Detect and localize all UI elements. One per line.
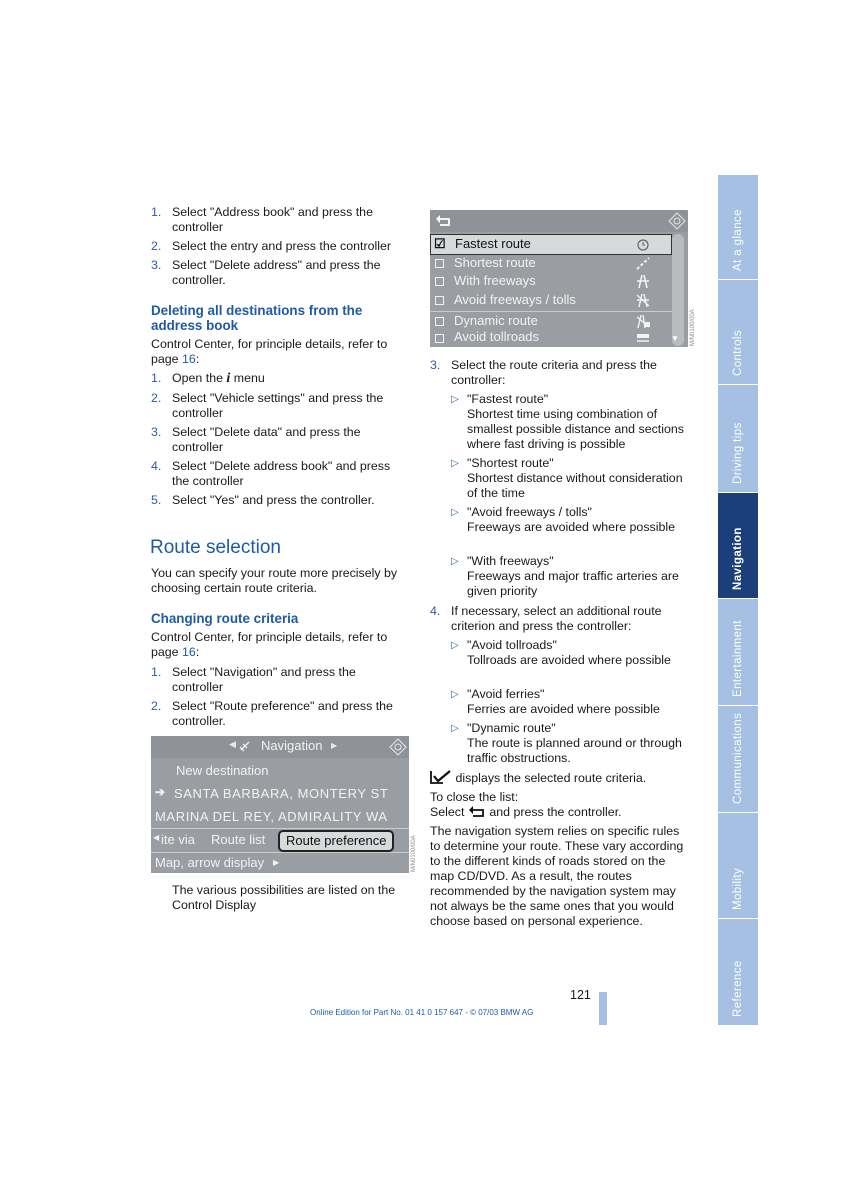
section-intro: You can specify your route more precisely by choosing certain route criteria. [151, 566, 398, 595]
route-criteria-screen [430, 210, 688, 347]
option-label: Dynamic route [454, 313, 538, 328]
navigation-header [151, 736, 409, 758]
figure-id: M/N0100/00A [411, 835, 417, 872]
route-option-fastest[interactable] [430, 234, 672, 255]
sidebar-tab-entertainment[interactable] [718, 599, 758, 706]
option-title: "Avoid freeways / tolls" [467, 505, 592, 519]
sidebar-tab-at-a-glance[interactable] [718, 175, 758, 280]
checkbox[interactable] [435, 317, 444, 326]
step-number: 4. [430, 604, 441, 618]
navigation-screen [151, 736, 409, 873]
option-description: Freeways and major traffic arteries are given priority [467, 569, 679, 598]
reference-text: Control Center, for principle details, refer to page [151, 337, 388, 366]
bullet-triangle-icon: ▷ [451, 723, 459, 734]
sidebar-tab-mobility[interactable] [718, 813, 758, 919]
sidebar-tab-communications[interactable] [718, 706, 758, 813]
option-title: "Shortest route" [467, 456, 554, 470]
tab-route-preference[interactable]: Route preference [278, 830, 394, 852]
close-text-post: and press the controller. [485, 805, 622, 819]
scroll-down-icon: ▼ [671, 334, 679, 343]
tab-label: Navigation [732, 527, 744, 590]
step-number: 3. [151, 258, 162, 272]
option-title: "Dynamic route" [467, 721, 556, 735]
colon: : [195, 352, 200, 366]
arrow-right-icon: ▶ [331, 741, 338, 750]
traffic-icon [635, 314, 651, 329]
step-text-pre: Open the [172, 371, 227, 385]
step-text [172, 371, 265, 386]
step-number: 2. [151, 239, 162, 253]
bullet-triangle-icon: ▷ [451, 556, 459, 567]
navigation-title: Navigation [261, 738, 323, 753]
step-number: 3. [430, 358, 441, 372]
step-text: Select "Vehicle settings" and press the controller [172, 391, 384, 420]
step-text-post: menu [230, 371, 265, 385]
tab-enter-via[interactable]: ite via [161, 832, 195, 847]
step-text: Select "Route preference" and press the controller. [172, 699, 393, 728]
option-description: Shortest time using combination of smallest possible distance and sections where fast driving is possible [467, 407, 684, 451]
step-number: 1. [151, 371, 162, 385]
step-number: 3. [151, 425, 162, 439]
checkmark-box-icon [430, 770, 452, 784]
tab-route-list[interactable]: Route list [211, 832, 266, 847]
tab-label: At a glance [732, 209, 744, 271]
after-screen-text: The various possibilities are listed on the Control Display [172, 883, 396, 912]
option-label: With freeways [454, 273, 536, 288]
sidebar-tab-reference[interactable] [718, 919, 758, 1026]
step-number: 1. [151, 205, 162, 219]
row-label: Map, arrow display [155, 855, 265, 870]
checkbox[interactable] [435, 259, 444, 268]
route-arrow-icon: ➔ [155, 785, 166, 799]
controller-icon [668, 212, 686, 230]
step-text: Select "Yes" and press the controller. [172, 493, 375, 507]
figure-id: M/N0100/00A [690, 309, 696, 346]
tab-label: Mobility [732, 867, 744, 910]
tab-label: Reference [732, 960, 744, 1017]
option-label: Avoid freeways / tolls [454, 292, 576, 307]
route-screen-header [430, 210, 688, 232]
no-freeway-icon [635, 293, 651, 308]
routing-rules-paragraph: The navigation system relies on specific rules to determine your route. These vary according to the different kinds of roads stored on the map CD/DVD. As a result, the routes recommended by the navigation system may not always be the same ones that you would choose based on personal experience. [430, 824, 684, 928]
option-description: Tollroads are avoided where possible [467, 653, 671, 667]
freeway-icon [635, 274, 651, 289]
tab-label: Driving tips [732, 422, 744, 484]
sidebar-tab-driving-tips[interactable] [718, 385, 758, 493]
checkbox[interactable] [435, 334, 444, 343]
tabs-row [151, 829, 409, 851]
page-link[interactable]: 16 [182, 352, 196, 366]
bullet-triangle-icon: ▷ [451, 689, 459, 700]
tab-label: Entertainment [732, 620, 744, 697]
tab-left-icon: ◀ [153, 833, 160, 842]
bullet-triangle-icon: ▷ [451, 507, 459, 518]
option-title: "Avoid ferries" [467, 687, 545, 701]
page-marker [599, 992, 607, 1025]
diagonal-road-icon [635, 256, 651, 271]
route-option-shortest[interactable] [430, 254, 672, 273]
option-description: Ferries are avoided where possible [467, 702, 660, 716]
destination-row-santa-barbara[interactable] [151, 783, 409, 805]
step-number: 2. [151, 699, 162, 713]
section-title-route-selection: Route selection [150, 537, 281, 558]
back-icon [468, 805, 486, 818]
toll-icon [635, 331, 651, 345]
displays-text: displays the selected route criteria. [452, 771, 647, 785]
option-label: Avoid tollroads [454, 329, 540, 344]
row-label: MARINA DEL REY, ADMIRALITY WA [155, 809, 388, 824]
control-center-reference-2 [151, 630, 411, 660]
step-text: Select "Address book" and press the controller [172, 205, 373, 234]
arrow-left-icon: ◀ [229, 739, 236, 749]
step-text: Select "Delete address" and press the controller. [172, 258, 381, 287]
close-list-instruction [430, 805, 690, 820]
bullet-triangle-icon: ▷ [451, 394, 459, 405]
control-center-reference [151, 337, 411, 367]
step-text: Select "Navigation" and press the controller [172, 665, 356, 694]
route-option-avoid-freeways-tolls[interactable] [430, 291, 672, 310]
satellite-icon [239, 740, 251, 752]
step-text: Select "Delete data" and press the controller [172, 425, 361, 454]
step-text: If necessary, select an additional route criterion and press the controller: [451, 604, 662, 633]
scrollbar[interactable] [672, 234, 684, 346]
sidebar-tab-controls[interactable] [718, 280, 758, 385]
step-text: Select the route criteria and press the controller: [451, 358, 657, 387]
option-description: Freeways are avoided where possible [467, 520, 675, 534]
step-number: 4. [151, 459, 162, 473]
option-title: "Avoid tollroads" [467, 638, 557, 652]
info-icon: i [226, 371, 231, 386]
back-icon[interactable] [435, 214, 453, 227]
row-label: SANTA BARBARA, MONTERY ST [174, 786, 389, 801]
heading-changing-route-criteria: Changing route criteria [151, 611, 299, 626]
edition-footer: Online Edition for Part No. 01 41 0 157 647 - © 07/03 BMW AG [310, 1008, 534, 1017]
step-number: 2. [151, 391, 162, 405]
option-description: Shortest distance without consideration of the time [467, 471, 683, 500]
clock-icon [636, 238, 650, 251]
page-link[interactable]: 16 [182, 645, 196, 659]
bullet-triangle-icon: ▷ [451, 458, 459, 469]
option-description: The route is planned around or through traffic obstructions. [467, 736, 682, 765]
option-title: "With freeways" [467, 554, 554, 568]
reference-text: Control Center, for principle details, refer to page [151, 630, 388, 659]
row-label: New destination [176, 763, 269, 778]
tab-label: Controls [732, 329, 744, 376]
checked-icon: ☑ [434, 236, 446, 251]
sidebar-tab-navigation[interactable] [718, 493, 758, 599]
tab-label: Communications [732, 712, 744, 804]
step-number: 5. [151, 493, 162, 507]
checkbox[interactable] [435, 296, 444, 305]
close-text-pre: Select [430, 805, 468, 819]
route-option-with-freeways[interactable] [430, 272, 672, 291]
option-label: Shortest route [454, 255, 536, 270]
step-number: 1. [151, 665, 162, 679]
option-label: Fastest route [455, 236, 531, 251]
step-text: Select the entry and press the controller [172, 239, 392, 253]
checkbox[interactable] [435, 277, 444, 286]
map-arrow-display-row[interactable] [151, 853, 409, 873]
bullet-triangle-icon: ▷ [451, 640, 459, 651]
arrow-right-icon: ▶ [273, 858, 280, 867]
step-text: Select "Delete address book" and press the controller [172, 459, 391, 488]
controller-icon [389, 738, 407, 756]
close-list-heading: To close the list: [430, 790, 519, 804]
destination-row-marina-del-rey[interactable] [151, 806, 409, 828]
displays-selected-criteria [430, 770, 690, 786]
heading-delete-all-destinations: Deleting all destinations from the address book [151, 303, 363, 333]
page-number: 121 [570, 988, 591, 1002]
option-title: "Fastest route" [467, 392, 549, 406]
new-destination-row[interactable] [151, 760, 409, 782]
route-option-avoid-tollroads[interactable] [430, 329, 672, 347]
colon: : [195, 645, 200, 659]
